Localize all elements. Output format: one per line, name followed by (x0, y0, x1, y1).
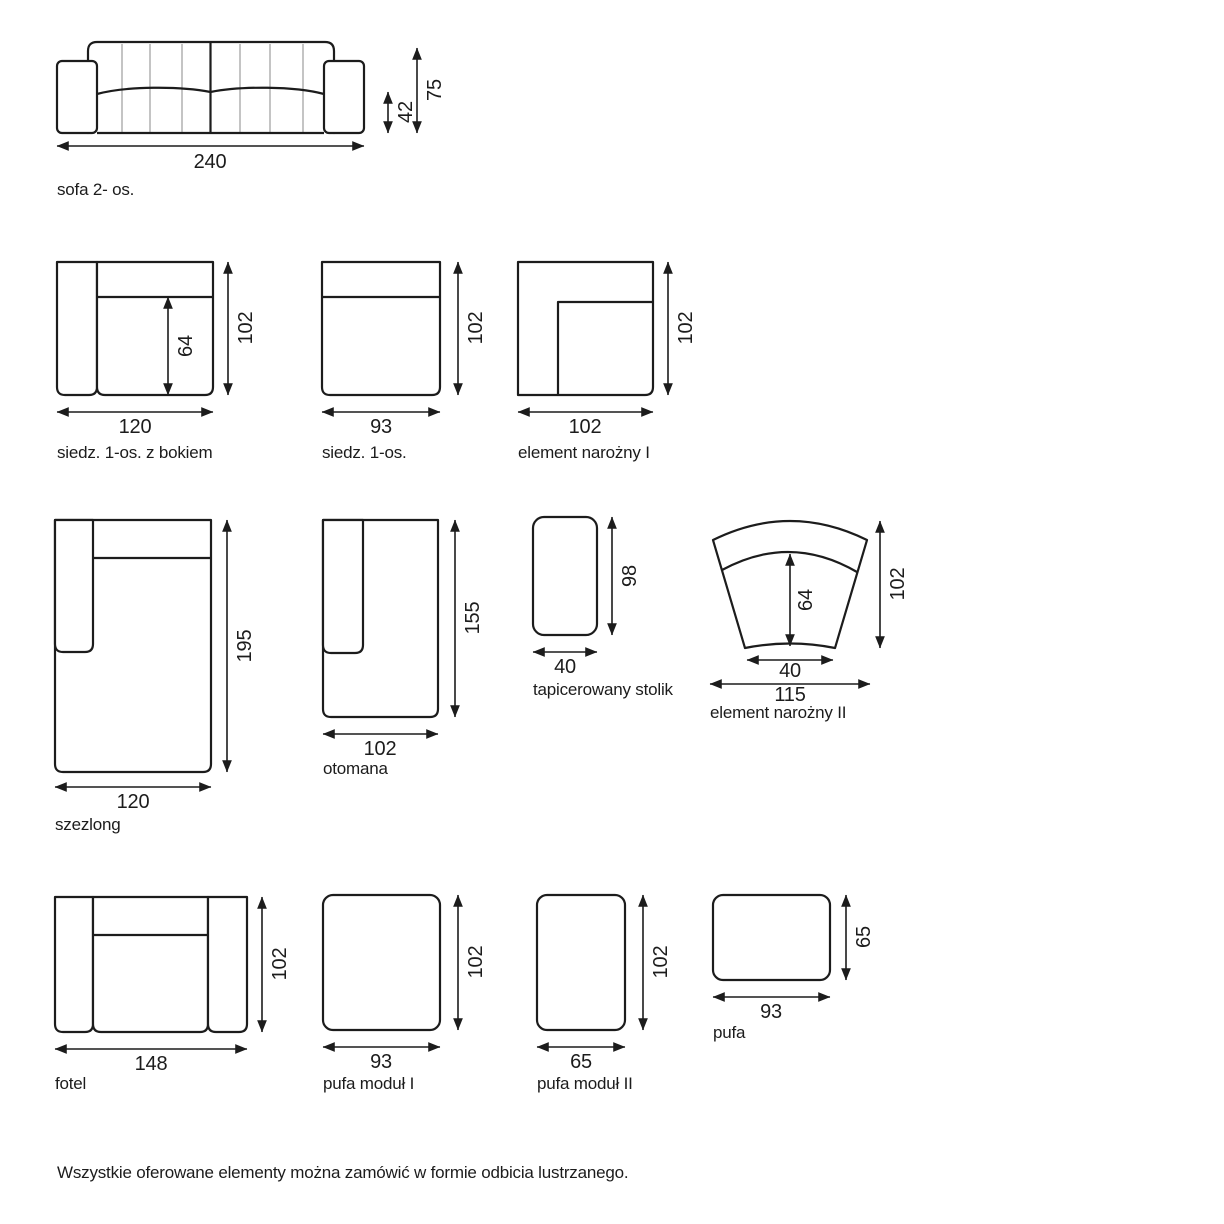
item-sofa-2os (57, 38, 457, 199)
pufa-shape (713, 895, 830, 980)
dim-seat-depth-value: 64 (175, 335, 197, 357)
sofa-2os-drawing (57, 38, 457, 178)
element-narozny-1-drawing (518, 262, 718, 442)
dim-width-value: 120 (116, 791, 150, 813)
item-label: element narożny I (518, 443, 650, 462)
dim-width-value: 102 (568, 416, 602, 438)
otomana-drawing (323, 520, 508, 770)
siedz-1os-shape (322, 262, 440, 395)
dim-height-value: 75 (424, 79, 446, 101)
fotel-shape (55, 897, 247, 1032)
siedz-1os-z-bokiem-shape (57, 262, 213, 395)
siedz-1os-z-bokiem-drawing (57, 262, 277, 442)
szezlong-shape (55, 520, 211, 772)
item-label: fotel (55, 1074, 87, 1093)
seat (97, 262, 213, 395)
sofa-right-armrest (324, 61, 364, 133)
item-pufa (713, 895, 903, 1045)
item-siedz-1os (322, 262, 512, 462)
item-label: szezlong (55, 815, 121, 834)
item-label: otomana (323, 759, 388, 778)
mirror-option-note: Wszystkie oferowane elementy można zamówić w formie odbicia lustrzanego. (57, 1163, 629, 1182)
item-label: siedz. 1-os. z bokiem (57, 443, 213, 462)
dim-seat-depth-value: 64 (795, 589, 817, 611)
armrest (323, 520, 363, 653)
item-siedz-1os-z-bokiem (57, 262, 277, 462)
dim-width-value: 120 (118, 416, 152, 438)
otomana-shape (323, 520, 438, 717)
item-element-narozny-1 (518, 262, 718, 462)
dim-depth-value: 98 (619, 565, 641, 587)
dim-depth-value: 102 (465, 945, 487, 979)
dim-width-value: 148 (134, 1053, 168, 1075)
dim-width-value: 115 (774, 684, 806, 706)
dim-width-value: 93 (760, 1001, 782, 1023)
element-narozny-2-drawing (710, 517, 925, 727)
item-label: pufa moduł II (537, 1074, 633, 1093)
item-label: element narożny II (710, 703, 847, 722)
dim-width-value: 40 (554, 656, 576, 678)
armrest (55, 520, 93, 652)
dim-seat-width-value: 40 (779, 660, 801, 682)
item-label: sofa 2- os. (57, 180, 135, 199)
dim-width-value: 93 (370, 1051, 392, 1073)
dim-depth-value: 102 (465, 311, 487, 345)
item-element-narozny-2 (710, 517, 925, 727)
tapicerowany-stolik-drawing (533, 517, 673, 697)
dim-depth-value: 102 (235, 311, 257, 345)
item-fotel (55, 897, 315, 1097)
dim-width-value: 240 (193, 151, 227, 173)
sofa-left-armrest (57, 61, 97, 133)
element-narozny-1-shape (518, 262, 653, 395)
fotel-drawing (55, 897, 315, 1097)
pufa-modul-1-drawing (323, 895, 513, 1095)
seat (93, 897, 208, 1032)
sofa-2os-shape (57, 42, 364, 133)
item-label: pufa moduł I (323, 1074, 415, 1093)
dim-width-value: 93 (370, 416, 392, 438)
item-szezlong (55, 520, 275, 834)
item-pufa-modul-1 (323, 895, 513, 1095)
siedz-1os-drawing (322, 262, 512, 442)
item-label: tapicerowany stolik (533, 680, 673, 699)
pufa-modul-2-drawing (537, 895, 702, 1095)
item-pufa-modul-2 (537, 895, 702, 1095)
dim-depth-value: 102 (650, 945, 672, 979)
dim-depth-value: 195 (234, 629, 256, 663)
dim-width-value: 102 (363, 738, 397, 760)
dim-height-value: 65 (853, 926, 875, 948)
right-armrest (208, 897, 247, 1032)
item-label: siedz. 1-os. (322, 443, 407, 462)
item-label: pufa (713, 1023, 746, 1042)
pufa-modul-1-shape (323, 895, 440, 1030)
dim-depth-value: 155 (462, 601, 484, 635)
dim-depth-value: 102 (269, 947, 291, 981)
item-tapicerowany-stolik (533, 517, 673, 697)
dim-depth-value: 102 (887, 567, 909, 601)
left-armrest (55, 897, 93, 1032)
dim-depth-value: 102 (675, 311, 697, 345)
szezlong-drawing (55, 520, 275, 820)
dim-seat-height-value: 42 (395, 101, 417, 123)
armrest (57, 262, 97, 395)
dim-width-value: 65 (570, 1051, 592, 1073)
item-otomana (323, 520, 508, 778)
tapicerowany-stolik-shape (533, 517, 597, 635)
pufa-modul-2-shape (537, 895, 625, 1030)
